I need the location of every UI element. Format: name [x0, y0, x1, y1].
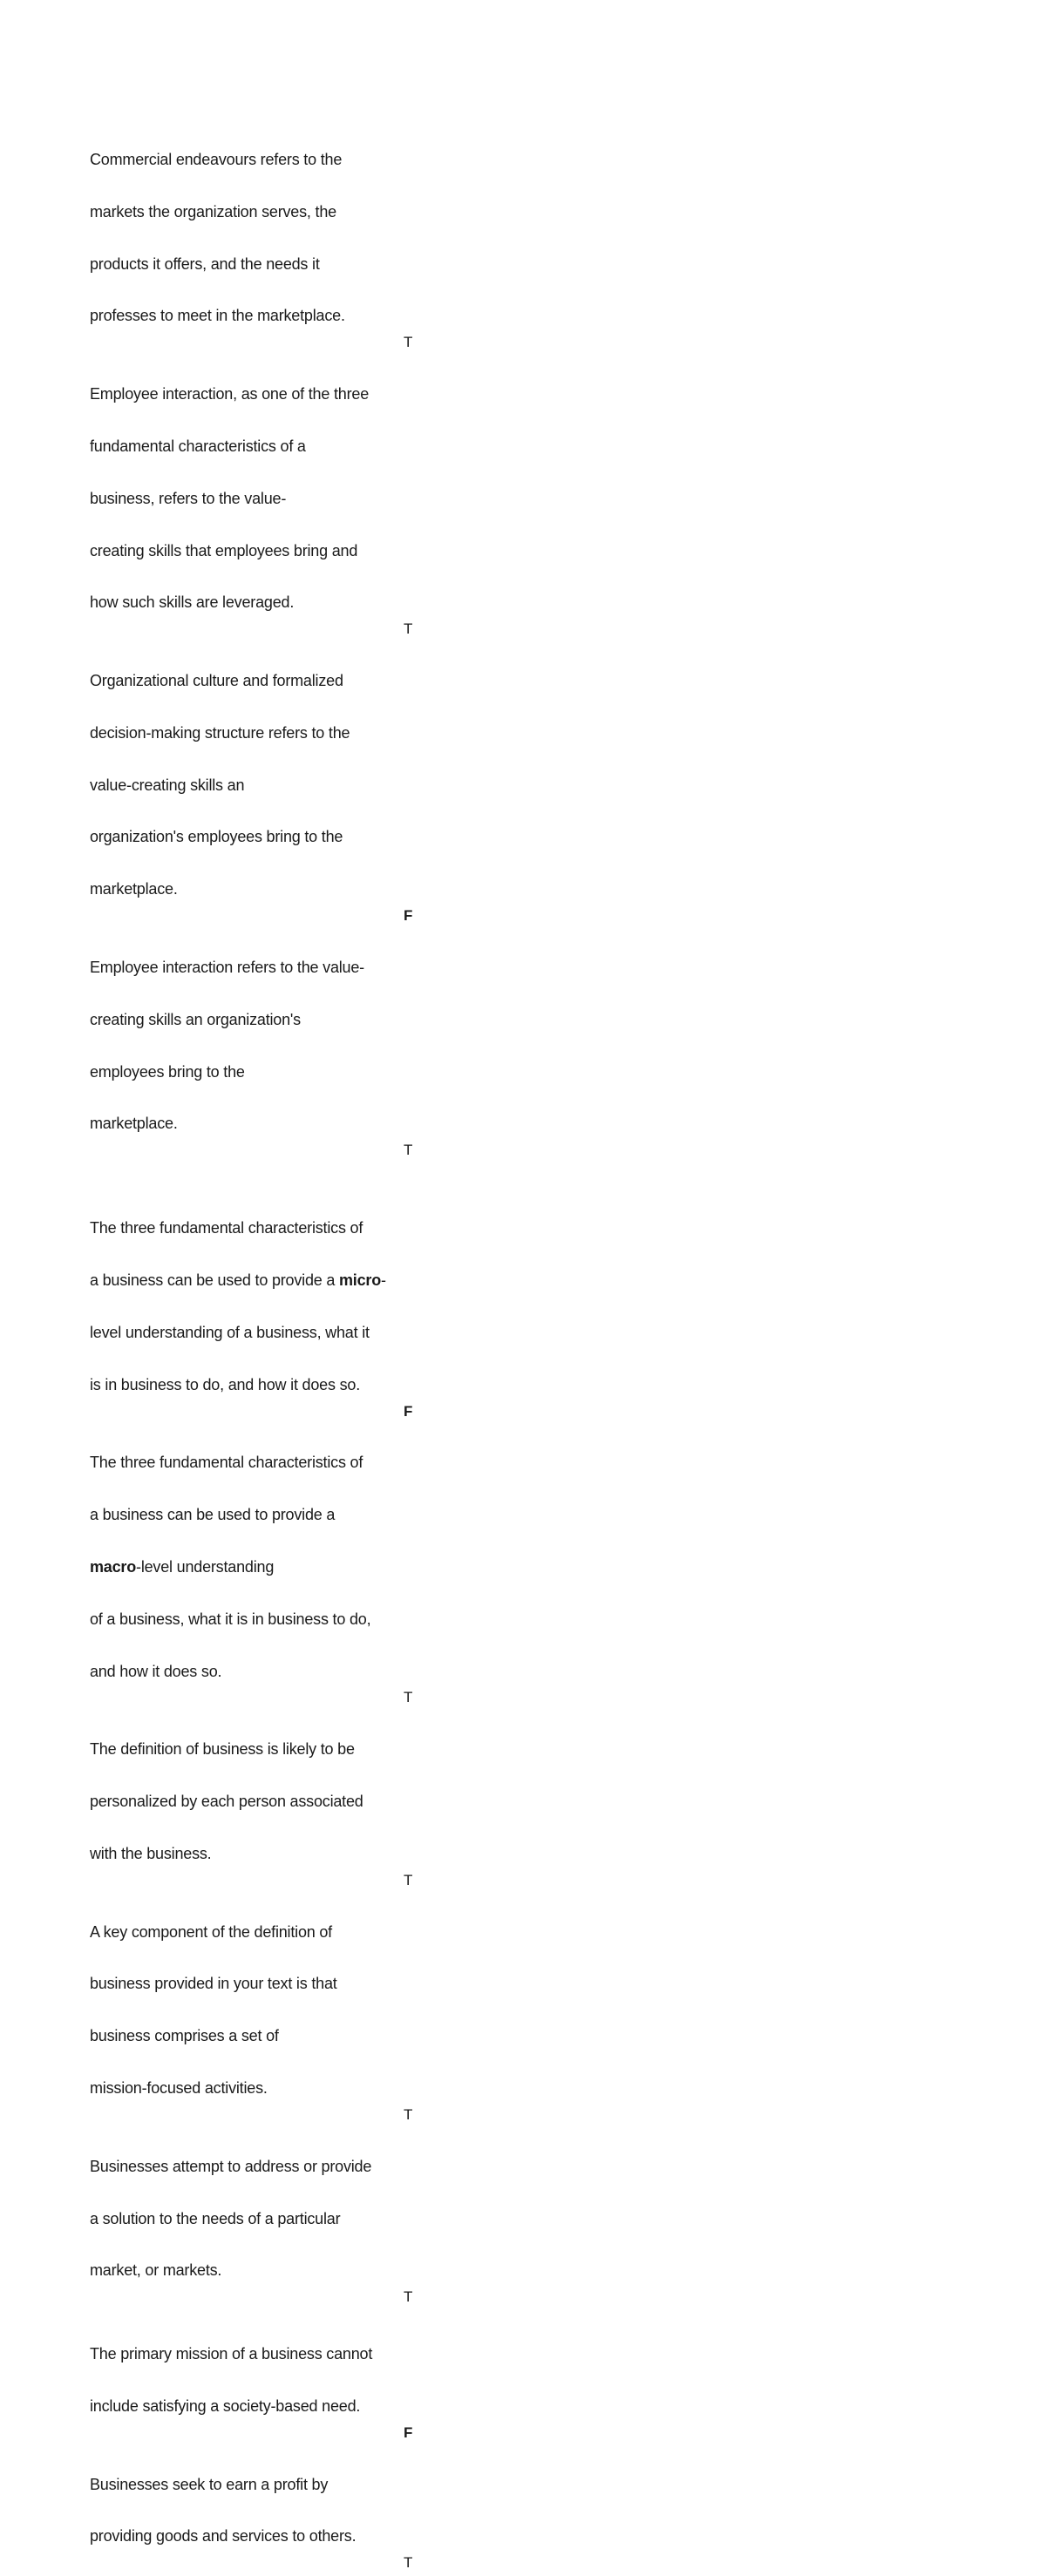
question-line: Employee interaction, as one of the three [90, 385, 370, 403]
emphasis-text: macro [90, 1557, 137, 1576]
answer-mark: T [404, 1689, 413, 1706]
list-item [90, 1424, 456, 1711]
question-line [90, 1268, 404, 1294]
list-item [90, 121, 456, 356]
list-item [90, 1190, 456, 1424]
answer-mark: T [404, 2105, 413, 2123]
question-line: a business can be used to provide a [90, 1506, 336, 1524]
question-line: a solution to the needs of a particular [90, 2209, 341, 2227]
answer-mark: T [404, 2288, 413, 2306]
question-text [90, 2315, 404, 2446]
question-line: is in business to do, and how it does so. [90, 1375, 360, 1393]
question-line: Commercial endeavours refers to the [90, 150, 343, 168]
list-item [90, 929, 456, 1163]
question-line: business comprises a set of [90, 2027, 279, 2045]
answer-mark: F [404, 907, 413, 925]
question-line: how such skills are leveraged. [90, 593, 295, 612]
question-line: marketplace. [90, 1115, 178, 1133]
question-line: creating skills that employees bring and [90, 541, 358, 559]
question-line: business, refers to the value- [90, 489, 287, 507]
question-text [90, 642, 404, 929]
question-line: include satisfying a society-based need. [90, 2396, 361, 2415]
question-line: and how it does so. [90, 1662, 222, 1680]
question-line: decision-making structure refers to the [90, 723, 350, 742]
question-text [90, 2128, 404, 2310]
question-line: The three fundamental characteristics of [90, 1454, 363, 1472]
list-item [90, 1894, 456, 2128]
question-line: The primary mission of a business cannot [90, 2345, 373, 2363]
question-text [90, 1711, 404, 1893]
question-text [90, 121, 404, 356]
question-line: with the business. [90, 1844, 212, 1862]
list-item [90, 2446, 456, 2576]
question-line: Businesses attempt to address or provide [90, 2157, 372, 2175]
answer-mark: T [404, 1142, 413, 1159]
question-line: personalized by each person associated [90, 1793, 363, 1811]
question-text [90, 356, 404, 642]
answer-mark: T [404, 2554, 413, 2572]
question-fragment: a business can be used to provide a [90, 1271, 339, 1289]
list-item [90, 356, 456, 642]
list-item [90, 2128, 456, 2310]
question-line: mission-focused activities. [90, 2079, 268, 2098]
question-line: value-creating skills an [90, 776, 245, 794]
true-false-list [90, 121, 456, 2576]
list-item [90, 1711, 456, 1893]
question-line: of a business, what it is in business to do, [90, 1610, 371, 1628]
question-line: Businesses seek to earn a profit by [90, 2475, 329, 2493]
question-line: business provided in your text is that [90, 1975, 337, 1993]
question-text [90, 1894, 404, 2128]
question-line: The three fundamental characteristics of [90, 1219, 363, 1237]
question-line: employees bring to the [90, 1062, 245, 1081]
answer-mark: F [404, 2423, 413, 2441]
question-line: creating skills an organization's [90, 1010, 301, 1028]
answer-mark: T [404, 334, 413, 351]
question-line [90, 1555, 404, 1581]
question-line: level understanding of a business, what it [90, 1323, 370, 1341]
answer-mark: T [404, 620, 413, 638]
question-line: A key component of the definition of [90, 1922, 332, 1941]
question-line: providing goods and services to others. [90, 2527, 357, 2545]
list-item [90, 642, 456, 929]
question-line: markets the organization serves, the [90, 202, 336, 220]
question-line: professes to meet in the marketplace. [90, 307, 345, 325]
question-fragment: - [381, 1271, 386, 1289]
question-line: marketplace. [90, 880, 178, 898]
question-line: The definition of business is likely to be [90, 1740, 355, 1759]
question-line: products it offers, and the needs it [90, 254, 320, 273]
answer-mark: F [404, 1402, 413, 1420]
question-line: market, or markets. [90, 2261, 222, 2280]
answer-mark: T [404, 1871, 413, 1888]
question-text [90, 1190, 404, 1424]
question-text [90, 929, 404, 1163]
question-line: Organizational culture and formalized [90, 672, 343, 690]
question-text [90, 2446, 404, 2576]
question-text [90, 1424, 404, 1711]
question-line: Employee interaction refers to the value- [90, 959, 364, 976]
list-item [90, 2315, 456, 2446]
question-line: organization's employees bring to the [90, 828, 343, 846]
question-fragment: -level understanding [136, 1557, 275, 1576]
question-line: fundamental characteristics of a [90, 437, 306, 455]
emphasis-text: micro [339, 1271, 382, 1289]
